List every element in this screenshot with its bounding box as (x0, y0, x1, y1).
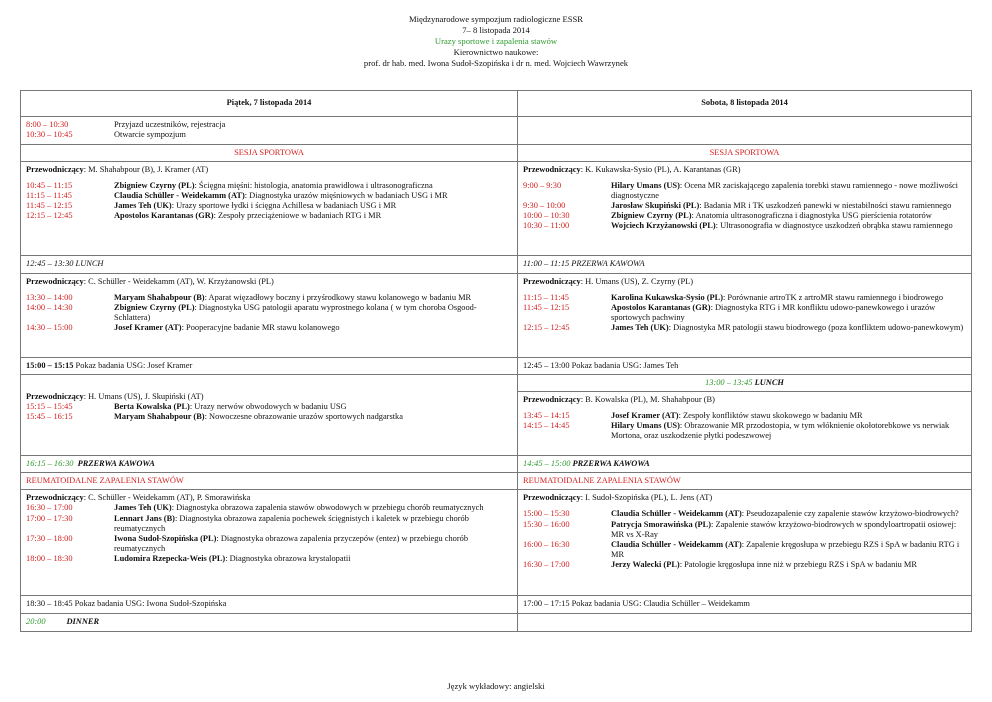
list-item: 14:30 – 15:00 Josef Kramer (AT): Pooperacyjne badanie MR stawu kolanowego (26, 323, 340, 333)
saturday-usg1: 12:45 – 13:00 Pokaz badania USG: James Teh (518, 358, 972, 375)
friday-usg2: 18:30 – 18:45 Pokaz badania USG: Iwona Sudoł-Szopińska (21, 596, 518, 614)
list-item: 17:30 – 18:00 Iwona Sudoł-Szopińska (PL): Diagnostyka obrazowa zapalenia przyczepów (entez) w przebiegu chorób reumatycznych (26, 533, 469, 553)
chair-line: Przewodniczący: C. Schüller - Weidekamm (AT), P. Smorawińska (26, 493, 251, 503)
saturday-block1 (518, 162, 972, 256)
list-item: 16:30 – 17:00 James Teh (UK): Diagnostyka obrazowa zapalenia stawów obwodowych w przebiegu chorób reumatycznych (26, 503, 484, 513)
chair-line: Przewodniczący: B. Kowalska (PL), M. Shahabpour (B) (523, 395, 715, 405)
list-item: 11:15 – 11:45 Karolina Kukawska-Sysio (PL): Porównanie artroTK z artroMR stawu ramiennego i biodrowego (523, 293, 944, 303)
saturday-break2: 14:45 – 15:00 PRZERWA KAWOWA (518, 456, 972, 473)
header-direction-label: Kierownictwo naukowe: (453, 47, 539, 57)
header-directors: prof. dr hab. med. Iwona Sudoł-Szopińska i dr n. med. Wojciech Wawrzynek (363, 58, 629, 68)
list-item: 10:45 – 11:15 Zbigniew Czyrny (PL): Ścięgna mięśni: histologia, anatomia prawidłowa i ultrasonograficzna (26, 181, 433, 191)
saturday-lunch: 13:00 – 13:45 LUNCH (518, 375, 972, 392)
list-item: 9:00 – 9:30 Hilary Umans (US): Ocena MR zaciskającego zapalenia torebki stawu ramiennego - nowe możliwości diagnostyczne (523, 181, 959, 201)
saturday-session-reum: REUMATOIDALNE ZAPALENIA STAWÓW (518, 473, 972, 490)
friday-break: 16:15 – 16:30 PRZERWA KAWOWA (21, 456, 518, 473)
list-item: 12:15 – 12:45 James Teh (UK): Diagnostyka MR patologii stawu biodrowego (poza konfliktem udowo-panewkowym) (523, 323, 964, 333)
friday-opening (21, 117, 518, 145)
list-item: 13:30 – 14:00 Maryam Shahabpour (B): Aparat więzadłowy boczny i przyśrodkowy stawu kolanowego w badaniu MR (26, 293, 472, 303)
list-item: 10:30 – 11:00 Wojciech Krzyżanowski (PL): Ultrasonografia w diagnostyce uszkodzeń obrąbka stawu ramiennego (523, 221, 953, 231)
friday-title: Piątek, 7 listopada 2014 (21, 91, 518, 117)
friday-block3 (21, 375, 518, 456)
list-item: 9:30 – 10:00 Jarosław Skupiński (PL): Badania MR i TK uszkodzeń panewki w niestabilności stawu ramiennego (523, 201, 952, 211)
chair-line: Przewodniczący: I. Sudoł-Szopińska (PL), L. Jens (AT) (523, 493, 713, 503)
list-item: 16:00 – 16:30 Claudia Schüller - Weidekamm (AT): Zapalenie kręgosłupa w przebiegu RZS i SpA w badaniu RTG i MR (523, 539, 960, 559)
doc-header (0, 14, 992, 69)
friday-block4 (21, 490, 518, 596)
program-table (20, 90, 972, 632)
friday-dinner: 20:00 DINNER (21, 614, 518, 632)
chair-line: Przewodniczący: M. Shahabpour (B), J. Kramer (AT) (26, 165, 209, 175)
list-item: 14:00 – 14:30 Zbigniew Czyrny (PL): Diagnostyka USG patologii aparatu wyprostnego kolana ( w tym choroba Osgood-Schlattera) (26, 303, 477, 323)
list-item: 15:00 – 15:30 Claudia Schüller - Weidekamm (AT): Pseudozapalenie czy zapalenie stawów krzyżowo-biodrowych? (523, 509, 959, 519)
friday-usg1: 15:00 – 15:15 Pokaz badania USG: Josef Kramer (21, 358, 518, 375)
list-item: 15:15 – 15:45 Berta Kowalska (PL): Urazy nerwów obwodowych w badaniu USG (26, 402, 347, 412)
header-subtitle: Urazy sportowe i zapalenia stawów (434, 36, 558, 46)
list-item: 18:00 – 18:30 Ludomira Rzepecka-Weis (PL): Diagnostyka obrazowa krystalopatii (26, 553, 351, 563)
list-item: 15:45 – 16:15 Maryam Shahabpour (B): Nowoczesne obrazowanie urazów sportowych nadgarstka (26, 412, 403, 422)
friday-block1 (21, 162, 518, 256)
list-item: 15:30 – 16:00 Patrycja Smorawińska (PL): Zapalenie stawów krzyżowo-biodrowych w spondyloartropatii osiowej: MR vs X-Ray (523, 519, 957, 539)
list-item: 17:00 – 17:30 Lennart Jans (B): Diagnostyka obrazowa zapalenia pochewek ścięgnistych i kaletek w przebiegu chorób reumatycznych (26, 513, 469, 533)
list-item: 8:00 – 10:30 Przyjazd uczestników, rejestracja (26, 120, 226, 129)
friday-session-sport: SESJA SPORTOWA (21, 145, 518, 162)
saturday-block3 (518, 392, 972, 456)
header-dates: 7– 8 listopada 2014 (462, 25, 530, 35)
saturday-usg2: 17:00 – 17:15 Pokaz badania USG: Claudia Schüller – Weidekamm (518, 596, 972, 614)
list-item: 11:45 – 12:15 Apostolos Karantanas (GR): Diagnostyka RTG i MR konfliktu udowo-panewkowego i urazów sportowych pachwiny (523, 303, 936, 323)
list-item: 16:30 – 17:00 Jerzy Walecki (PL): Patologie kręgosłupa inne niż w przebiegu RZS i SpA w badaniu MR (523, 559, 917, 569)
friday-lunch: 12:45 – 13:30 LUNCH (21, 256, 518, 274)
list-item: 10:30 – 10:45 Otwarcie sympozjum (26, 130, 186, 140)
list-item: 11:15 – 11:45 Claudia Schüller - Weidekamm (AT): Diagnostyka urazów mięśniowych w badaniach USG i MR (26, 191, 448, 201)
chair-line: Przewodniczący: H. Umans (US), Z. Czyrny (PL) (523, 277, 694, 287)
saturday-empty-cell-2 (518, 614, 972, 632)
list-item: 14:15 – 14:45 Hilary Umans (US): Obrazowanie MR przodostopia, w tym włóknienie okołotorebkowe vs nerwiak Mortona, oraz uszkodzenie płytki podeszwowej (523, 421, 950, 441)
saturday-title: Sobota, 8 listopada 2014 (518, 91, 972, 117)
list-item: 12:15 – 12:45 Apostolos Karantanas (GR): Zespoły przeciążeniowe w badaniach RTG i MR (26, 211, 382, 221)
chair-line: Przewodniczący: H. Umans (US), J. Skupiński (AT) (26, 392, 204, 402)
friday-block2 (21, 274, 518, 358)
chair-line: Przewodniczący: C. Schüller - Weidekamm (AT), W. Krzyżanowski (PL) (26, 277, 274, 287)
list-item: 13:45 – 14:15 Josef Kramer (AT): Zespoły konfliktów stawu skokowego w badaniu MR (523, 411, 863, 421)
saturday-session-sport: SESJA SPORTOWA (518, 145, 972, 162)
saturday-empty-cell (518, 117, 972, 145)
list-item: 11:45 – 12:15 James Teh (UK): Urazy sportowe łydki i ścięgna Achillesa w badaniach USG i MR (26, 201, 397, 211)
list-item: 10:00 – 10:30 Zbigniew Czyrny (PL): Anatomia ultrasonograficzna i diagnostyka USG pierścienia rotatorów (523, 211, 932, 221)
saturday-block2 (518, 274, 972, 358)
header-title: Międzynarodowe sympozjum radiologiczne ESSR (409, 14, 583, 24)
saturday-block4 (518, 490, 972, 596)
friday-session-reum: REUMATOIDALNE ZAPALENIA STAWÓW (21, 473, 518, 490)
footer-language: Język wykładowy: angielski (447, 681, 545, 691)
chair-line: Przewodniczący: K. Kukawska-Sysio (PL), A. Karantanas (GR) (523, 165, 741, 175)
saturday-break1: 11:00 – 11:15 PRZERWA KAWOWA (518, 256, 972, 274)
